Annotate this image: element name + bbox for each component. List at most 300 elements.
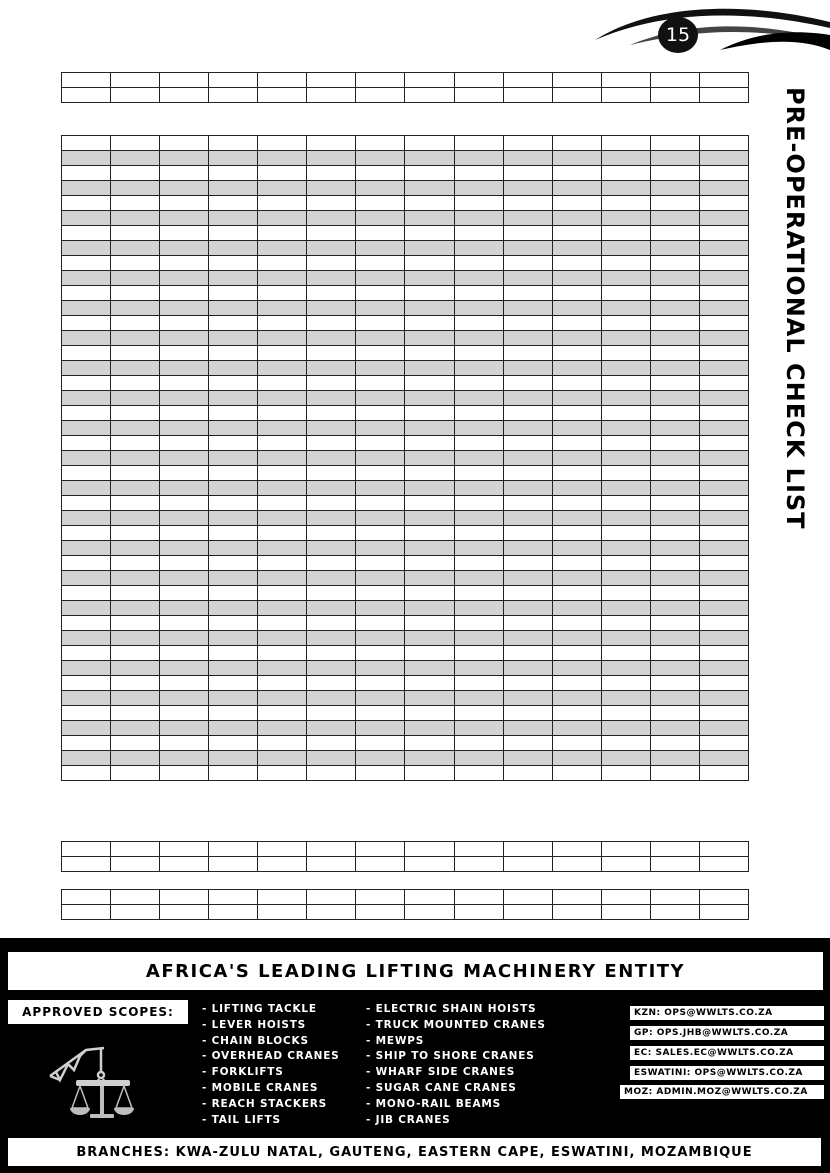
check-cell[interactable]	[356, 676, 405, 691]
check-cell[interactable]	[307, 766, 356, 781]
check-cell[interactable]	[209, 481, 258, 496]
check-cell[interactable]	[601, 166, 650, 181]
check-cell[interactable]	[601, 526, 650, 541]
check-cell[interactable]	[552, 676, 601, 691]
check-cell[interactable]	[503, 481, 552, 496]
check-cell[interactable]	[405, 736, 454, 751]
check-cell[interactable]	[160, 196, 209, 211]
check-cell[interactable]	[111, 721, 160, 736]
check-cell[interactable]	[356, 736, 405, 751]
check-cell[interactable]	[307, 376, 356, 391]
check-cell[interactable]	[160, 766, 209, 781]
check-cell[interactable]	[454, 361, 503, 376]
check-cell[interactable]	[307, 361, 356, 376]
check-cell[interactable]	[160, 391, 209, 406]
check-cell[interactable]	[699, 751, 748, 766]
check-cell[interactable]	[650, 151, 699, 166]
check-cell[interactable]	[62, 691, 111, 706]
check-cell[interactable]	[307, 691, 356, 706]
check-cell[interactable]	[699, 556, 748, 571]
check-cell[interactable]	[111, 676, 160, 691]
check-cell[interactable]	[601, 436, 650, 451]
check-cell[interactable]	[160, 616, 209, 631]
check-cell[interactable]	[356, 905, 405, 920]
check-cell[interactable]	[454, 616, 503, 631]
check-cell[interactable]	[650, 136, 699, 151]
check-cell[interactable]	[209, 646, 258, 661]
check-cell[interactable]	[699, 136, 748, 151]
check-cell[interactable]	[454, 256, 503, 271]
check-cell[interactable]	[699, 451, 748, 466]
check-cell[interactable]	[405, 526, 454, 541]
check-cell[interactable]	[552, 151, 601, 166]
check-cell[interactable]	[307, 241, 356, 256]
check-cell[interactable]	[552, 226, 601, 241]
check-cell[interactable]	[552, 556, 601, 571]
check-cell[interactable]	[699, 421, 748, 436]
check-cell[interactable]	[552, 256, 601, 271]
check-cell[interactable]	[552, 376, 601, 391]
check-cell[interactable]	[62, 256, 111, 271]
check-cell[interactable]	[405, 661, 454, 676]
check-cell[interactable]	[356, 226, 405, 241]
check-cell[interactable]	[62, 511, 111, 526]
check-cell[interactable]	[650, 226, 699, 241]
check-cell[interactable]	[454, 451, 503, 466]
check-cell[interactable]	[160, 406, 209, 421]
check-cell[interactable]	[405, 451, 454, 466]
check-cell[interactable]	[160, 271, 209, 286]
check-cell[interactable]	[62, 616, 111, 631]
check-cell[interactable]	[209, 661, 258, 676]
check-cell[interactable]	[258, 391, 307, 406]
check-cell[interactable]	[62, 601, 111, 616]
check-cell[interactable]	[552, 646, 601, 661]
check-cell[interactable]	[62, 316, 111, 331]
check-cell[interactable]	[503, 736, 552, 751]
check-cell[interactable]	[699, 88, 748, 103]
check-cell[interactable]	[454, 571, 503, 586]
check-cell[interactable]	[356, 151, 405, 166]
check-cell[interactable]	[552, 631, 601, 646]
check-cell[interactable]	[601, 905, 650, 920]
check-cell[interactable]	[650, 857, 699, 872]
check-cell[interactable]	[160, 556, 209, 571]
check-cell[interactable]	[111, 601, 160, 616]
check-cell[interactable]	[356, 646, 405, 661]
check-cell[interactable]	[405, 541, 454, 556]
check-cell[interactable]	[405, 196, 454, 211]
check-cell[interactable]	[601, 890, 650, 905]
check-cell[interactable]	[503, 136, 552, 151]
check-cell[interactable]	[650, 766, 699, 781]
check-cell[interactable]	[62, 842, 111, 857]
check-cell[interactable]	[258, 691, 307, 706]
check-cell[interactable]	[699, 196, 748, 211]
check-cell[interactable]	[454, 226, 503, 241]
check-cell[interactable]	[356, 436, 405, 451]
check-cell[interactable]	[258, 751, 307, 766]
check-cell[interactable]	[258, 406, 307, 421]
check-cell[interactable]	[258, 905, 307, 920]
check-cell[interactable]	[111, 73, 160, 88]
check-cell[interactable]	[258, 511, 307, 526]
check-cell[interactable]	[307, 256, 356, 271]
check-cell[interactable]	[454, 466, 503, 481]
check-cell[interactable]	[552, 766, 601, 781]
check-cell[interactable]	[160, 646, 209, 661]
check-cell[interactable]	[356, 166, 405, 181]
check-cell[interactable]	[62, 301, 111, 316]
check-cell[interactable]	[62, 346, 111, 361]
check-cell[interactable]	[601, 766, 650, 781]
check-cell[interactable]	[62, 451, 111, 466]
check-cell[interactable]	[160, 181, 209, 196]
check-cell[interactable]	[307, 136, 356, 151]
check-cell[interactable]	[111, 226, 160, 241]
check-cell[interactable]	[160, 706, 209, 721]
check-cell[interactable]	[258, 241, 307, 256]
check-cell[interactable]	[111, 361, 160, 376]
check-cell[interactable]	[356, 181, 405, 196]
check-cell[interactable]	[111, 736, 160, 751]
check-cell[interactable]	[111, 646, 160, 661]
check-cell[interactable]	[307, 586, 356, 601]
check-cell[interactable]	[552, 136, 601, 151]
check-cell[interactable]	[503, 316, 552, 331]
check-cell[interactable]	[405, 166, 454, 181]
check-cell[interactable]	[405, 751, 454, 766]
check-cell[interactable]	[307, 391, 356, 406]
check-cell[interactable]	[503, 691, 552, 706]
check-cell[interactable]	[601, 541, 650, 556]
check-cell[interactable]	[62, 481, 111, 496]
check-cell[interactable]	[552, 391, 601, 406]
check-cell[interactable]	[356, 376, 405, 391]
check-cell[interactable]	[601, 181, 650, 196]
check-cell[interactable]	[62, 571, 111, 586]
check-cell[interactable]	[503, 181, 552, 196]
check-cell[interactable]	[258, 842, 307, 857]
check-cell[interactable]	[405, 601, 454, 616]
check-cell[interactable]	[111, 541, 160, 556]
check-cell[interactable]	[307, 331, 356, 346]
check-cell[interactable]	[454, 842, 503, 857]
check-cell[interactable]	[699, 601, 748, 616]
check-cell[interactable]	[160, 721, 209, 736]
check-cell[interactable]	[503, 271, 552, 286]
check-cell[interactable]	[258, 646, 307, 661]
check-cell[interactable]	[699, 631, 748, 646]
check-cell[interactable]	[356, 721, 405, 736]
check-cell[interactable]	[454, 241, 503, 256]
check-cell[interactable]	[258, 466, 307, 481]
check-cell[interactable]	[62, 556, 111, 571]
check-cell[interactable]	[650, 736, 699, 751]
check-cell[interactable]	[209, 721, 258, 736]
check-cell[interactable]	[258, 661, 307, 676]
check-cell[interactable]	[62, 136, 111, 151]
check-cell[interactable]	[699, 586, 748, 601]
check-cell[interactable]	[503, 601, 552, 616]
check-cell[interactable]	[307, 73, 356, 88]
check-cell[interactable]	[160, 286, 209, 301]
check-cell[interactable]	[307, 751, 356, 766]
check-cell[interactable]	[62, 721, 111, 736]
check-cell[interactable]	[650, 556, 699, 571]
check-cell[interactable]	[650, 241, 699, 256]
check-cell[interactable]	[699, 890, 748, 905]
check-cell[interactable]	[258, 151, 307, 166]
check-cell[interactable]	[62, 73, 111, 88]
check-cell[interactable]	[356, 331, 405, 346]
check-cell[interactable]	[258, 73, 307, 88]
check-cell[interactable]	[699, 676, 748, 691]
check-cell[interactable]	[258, 721, 307, 736]
check-cell[interactable]	[258, 556, 307, 571]
check-cell[interactable]	[552, 541, 601, 556]
check-cell[interactable]	[503, 571, 552, 586]
check-cell[interactable]	[454, 421, 503, 436]
check-cell[interactable]	[650, 346, 699, 361]
check-cell[interactable]	[601, 691, 650, 706]
check-cell[interactable]	[111, 421, 160, 436]
check-cell[interactable]	[258, 196, 307, 211]
check-cell[interactable]	[356, 526, 405, 541]
check-cell[interactable]	[454, 890, 503, 905]
check-cell[interactable]	[454, 166, 503, 181]
check-cell[interactable]	[356, 890, 405, 905]
check-cell[interactable]	[699, 766, 748, 781]
check-cell[interactable]	[62, 857, 111, 872]
check-cell[interactable]	[209, 766, 258, 781]
check-cell[interactable]	[699, 436, 748, 451]
check-cell[interactable]	[258, 421, 307, 436]
check-cell[interactable]	[160, 256, 209, 271]
check-cell[interactable]	[209, 571, 258, 586]
check-cell[interactable]	[650, 511, 699, 526]
check-cell[interactable]	[601, 676, 650, 691]
check-cell[interactable]	[552, 905, 601, 920]
check-cell[interactable]	[454, 541, 503, 556]
check-cell[interactable]	[405, 646, 454, 661]
check-cell[interactable]	[62, 890, 111, 905]
check-cell[interactable]	[62, 436, 111, 451]
check-cell[interactable]	[503, 346, 552, 361]
check-cell[interactable]	[209, 211, 258, 226]
check-cell[interactable]	[160, 661, 209, 676]
check-cell[interactable]	[405, 586, 454, 601]
check-cell[interactable]	[552, 196, 601, 211]
check-cell[interactable]	[160, 73, 209, 88]
check-cell[interactable]	[601, 451, 650, 466]
check-cell[interactable]	[454, 586, 503, 601]
check-cell[interactable]	[699, 361, 748, 376]
check-cell[interactable]	[62, 211, 111, 226]
check-cell[interactable]	[356, 661, 405, 676]
check-cell[interactable]	[552, 571, 601, 586]
check-cell[interactable]	[454, 905, 503, 920]
check-cell[interactable]	[503, 241, 552, 256]
check-cell[interactable]	[111, 211, 160, 226]
check-cell[interactable]	[160, 751, 209, 766]
check-cell[interactable]	[160, 496, 209, 511]
check-cell[interactable]	[552, 736, 601, 751]
check-cell[interactable]	[258, 481, 307, 496]
check-cell[interactable]	[601, 346, 650, 361]
check-cell[interactable]	[405, 406, 454, 421]
check-cell[interactable]	[209, 271, 258, 286]
check-cell[interactable]	[111, 136, 160, 151]
check-cell[interactable]	[111, 556, 160, 571]
check-cell[interactable]	[699, 571, 748, 586]
check-cell[interactable]	[503, 196, 552, 211]
check-cell[interactable]	[209, 196, 258, 211]
check-cell[interactable]	[62, 406, 111, 421]
check-cell[interactable]	[111, 151, 160, 166]
check-cell[interactable]	[258, 346, 307, 361]
check-cell[interactable]	[209, 346, 258, 361]
check-cell[interactable]	[405, 361, 454, 376]
check-cell[interactable]	[307, 905, 356, 920]
check-cell[interactable]	[503, 256, 552, 271]
check-cell[interactable]	[503, 301, 552, 316]
check-cell[interactable]	[699, 226, 748, 241]
check-cell[interactable]	[356, 586, 405, 601]
check-cell[interactable]	[307, 890, 356, 905]
check-cell[interactable]	[160, 691, 209, 706]
check-cell[interactable]	[258, 271, 307, 286]
check-cell[interactable]	[258, 316, 307, 331]
check-cell[interactable]	[111, 88, 160, 103]
check-cell[interactable]	[552, 346, 601, 361]
check-cell[interactable]	[699, 406, 748, 421]
check-cell[interactable]	[405, 316, 454, 331]
check-cell[interactable]	[552, 88, 601, 103]
check-cell[interactable]	[160, 857, 209, 872]
check-cell[interactable]	[650, 331, 699, 346]
check-cell[interactable]	[62, 88, 111, 103]
check-cell[interactable]	[650, 301, 699, 316]
check-cell[interactable]	[503, 541, 552, 556]
check-cell[interactable]	[552, 241, 601, 256]
check-cell[interactable]	[503, 421, 552, 436]
check-cell[interactable]	[356, 481, 405, 496]
check-cell[interactable]	[160, 905, 209, 920]
check-cell[interactable]	[650, 466, 699, 481]
check-cell[interactable]	[62, 496, 111, 511]
check-cell[interactable]	[111, 286, 160, 301]
check-cell[interactable]	[650, 376, 699, 391]
check-cell[interactable]	[699, 691, 748, 706]
check-cell[interactable]	[356, 556, 405, 571]
check-cell[interactable]	[62, 586, 111, 601]
check-cell[interactable]	[258, 88, 307, 103]
contact-gp-email[interactable]: GP: OPS.JHB@WWLTS.CO.ZA	[630, 1026, 824, 1040]
check-cell[interactable]	[454, 436, 503, 451]
check-cell[interactable]	[62, 676, 111, 691]
check-cell[interactable]	[209, 556, 258, 571]
check-cell[interactable]	[209, 406, 258, 421]
check-cell[interactable]	[650, 661, 699, 676]
check-cell[interactable]	[454, 631, 503, 646]
check-cell[interactable]	[650, 721, 699, 736]
check-cell[interactable]	[650, 406, 699, 421]
check-cell[interactable]	[503, 721, 552, 736]
check-cell[interactable]	[160, 526, 209, 541]
check-cell[interactable]	[650, 481, 699, 496]
check-cell[interactable]	[552, 451, 601, 466]
check-cell[interactable]	[307, 421, 356, 436]
check-cell[interactable]	[454, 556, 503, 571]
check-cell[interactable]	[258, 736, 307, 751]
check-cell[interactable]	[258, 616, 307, 631]
check-cell[interactable]	[650, 421, 699, 436]
check-cell[interactable]	[454, 601, 503, 616]
check-cell[interactable]	[111, 166, 160, 181]
check-cell[interactable]	[601, 496, 650, 511]
check-cell[interactable]	[209, 316, 258, 331]
check-cell[interactable]	[552, 661, 601, 676]
check-cell[interactable]	[405, 706, 454, 721]
check-cell[interactable]	[356, 136, 405, 151]
check-cell[interactable]	[209, 421, 258, 436]
check-cell[interactable]	[405, 511, 454, 526]
check-cell[interactable]	[160, 421, 209, 436]
check-cell[interactable]	[62, 706, 111, 721]
check-cell[interactable]	[699, 481, 748, 496]
check-cell[interactable]	[307, 646, 356, 661]
check-cell[interactable]	[454, 211, 503, 226]
check-cell[interactable]	[503, 391, 552, 406]
check-cell[interactable]	[405, 271, 454, 286]
check-cell[interactable]	[405, 766, 454, 781]
check-cell[interactable]	[356, 541, 405, 556]
check-cell[interactable]	[356, 751, 405, 766]
check-cell[interactable]	[699, 511, 748, 526]
check-cell[interactable]	[503, 436, 552, 451]
check-cell[interactable]	[111, 751, 160, 766]
check-cell[interactable]	[601, 241, 650, 256]
check-cell[interactable]	[356, 406, 405, 421]
check-cell[interactable]	[552, 481, 601, 496]
check-cell[interactable]	[209, 151, 258, 166]
check-cell[interactable]	[601, 226, 650, 241]
check-cell[interactable]	[601, 256, 650, 271]
check-cell[interactable]	[258, 226, 307, 241]
check-cell[interactable]	[601, 271, 650, 286]
check-cell[interactable]	[405, 391, 454, 406]
check-cell[interactable]	[454, 136, 503, 151]
check-cell[interactable]	[650, 166, 699, 181]
check-cell[interactable]	[356, 842, 405, 857]
check-cell[interactable]	[552, 721, 601, 736]
check-cell[interactable]	[405, 496, 454, 511]
check-cell[interactable]	[552, 406, 601, 421]
check-cell[interactable]	[405, 616, 454, 631]
check-cell[interactable]	[601, 151, 650, 166]
check-cell[interactable]	[405, 466, 454, 481]
check-cell[interactable]	[307, 661, 356, 676]
check-cell[interactable]	[552, 166, 601, 181]
check-cell[interactable]	[258, 166, 307, 181]
check-cell[interactable]	[307, 601, 356, 616]
check-cell[interactable]	[307, 181, 356, 196]
check-cell[interactable]	[160, 586, 209, 601]
check-cell[interactable]	[405, 905, 454, 920]
check-cell[interactable]	[601, 661, 650, 676]
check-cell[interactable]	[209, 496, 258, 511]
